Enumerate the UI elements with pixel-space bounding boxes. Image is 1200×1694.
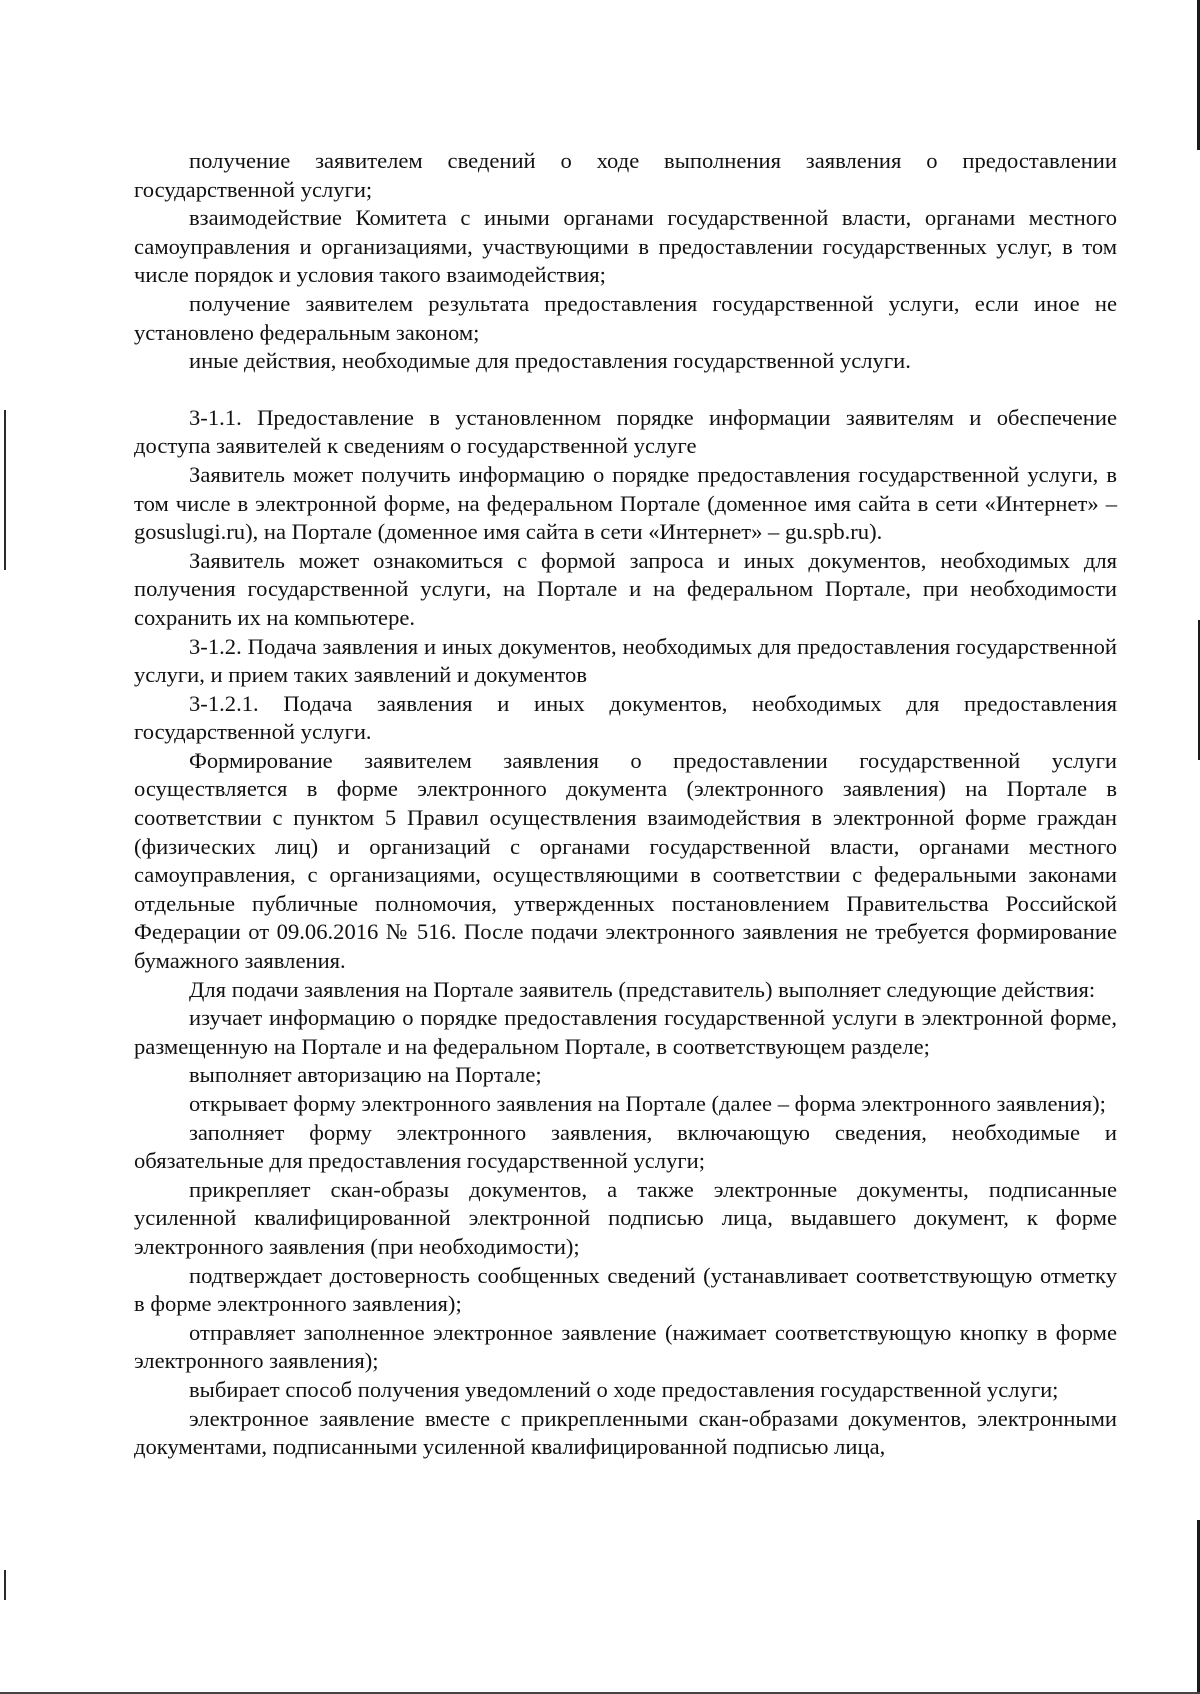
paragraph: взаимодействие Комитета с иными органами государственной власти, органами местного самоуправления и организациями, участвующими в предоставлении государственных услуг, в том числе порядок и условия такого взаимодействия; [134, 205, 1117, 288]
paragraph: Для подачи заявления на Портале заявитель (представитель) выполняет следующие действия: [189, 976, 1096, 1002]
section-heading: 3-1.2. Подача заявления и иных документов, необходимых для предоставления государственной услуги, и прием таких заявлений и документов [134, 633, 1117, 688]
list-item: открывает форму электронного заявления на Портале (далее – форма электронного заявления); [189, 1091, 1106, 1116]
list-item: подтверждает достоверность сообщенных сведений (устанавливает соответствующую отметку в форме электронного заявления); [134, 1262, 1117, 1317]
paragraph-gap [134, 376, 1117, 404]
list-item: заполняет форму электронного заявления, включающую сведения, необходимые и обязательные для предоставления государственной услуги; [134, 1119, 1117, 1174]
scan-edge-artifact [4, 1570, 6, 1600]
section-heading: 3-1.2.1. Подача заявления и иных документов, необходимых для предоставления государственной услуги. [134, 690, 1117, 745]
paragraph: Заявитель может получить информацию о порядке предоставления государственной услуги, в том числе в электронной форме, на федеральном Портале (доменное имя сайта в сети «Интернет» – gosuslugi.ru), на Портале (доменное имя сайта в сети «Интернет» – gu.spb.ru). [134, 461, 1117, 545]
list-item: прикрепляет скан-образы документов, а также электронные документы, подписанные усиленной квалифицированной электронной подписью лица, выдавшего документ, к форме электронного заявления (при необходимости); [134, 1176, 1117, 1259]
paragraph: электронное заявление вместе с прикрепленными скан-образами документов, электронными документами, подписанными усиленной квалифицированной подписью лица, [134, 1405, 1117, 1460]
section-heading: 3-1.1. Предоставление в установленном порядке информации заявителям и обеспечение доступа заявителей к сведениям о государственной услуге [134, 404, 1117, 459]
list-item: изучает информацию о порядке предоставления государственной услуги в электронной форме, размещенную на Портале и на федеральном Портале, в соответствующем разделе; [134, 1005, 1117, 1059]
list-item: отправляет заполненное электронное заявление (нажимает соответствующую кнопку в форме электронного заявления); [134, 1319, 1117, 1374]
paragraph: иные действия, необходимые для предоставления государственной услуги. [189, 348, 911, 374]
paragraph: Заявитель может ознакомиться с формой запроса и иных документов, необходимых для получения государственной услуги, на Портале и на федеральном Портале, при необходимости сохранить их на компьютере. [134, 547, 1117, 630]
paragraph: получение заявителем результата предоставления государственной услуги, если иное не установлено федеральным законом; [134, 290, 1117, 345]
paragraph: получение заявителем сведений о ходе выполнения заявления о предоставлении государственной услуги; [134, 148, 1117, 202]
scan-edge-artifact [4, 410, 6, 570]
list-item: выполняет авторизацию на Портале; [189, 1062, 542, 1088]
paragraph: Формирование заявителем заявления о предоставлении государственной услуги осуществляется в форме электронного документа (электронного заявления) на Портале в соответствии с пунктом 5 Правил осуществления взаимодействия в электронной форме граждан (физических лиц) и организаций с органами государственной власти, органами местного самоуправления, с организациями, осуществляющими в соответствии с федеральными законами отдельные публичные полномочия, утвержденных постановлением Правительства Российской Федерации от 09.06.2016 № 516. После подачи электронного заявления не требуется формирование бумажного заявления. [134, 747, 1117, 974]
list-item: выбирает способ получения уведомлений о ходе предоставления государственной услуги; [189, 1376, 1059, 1402]
document-body [134, 147, 1117, 1462]
